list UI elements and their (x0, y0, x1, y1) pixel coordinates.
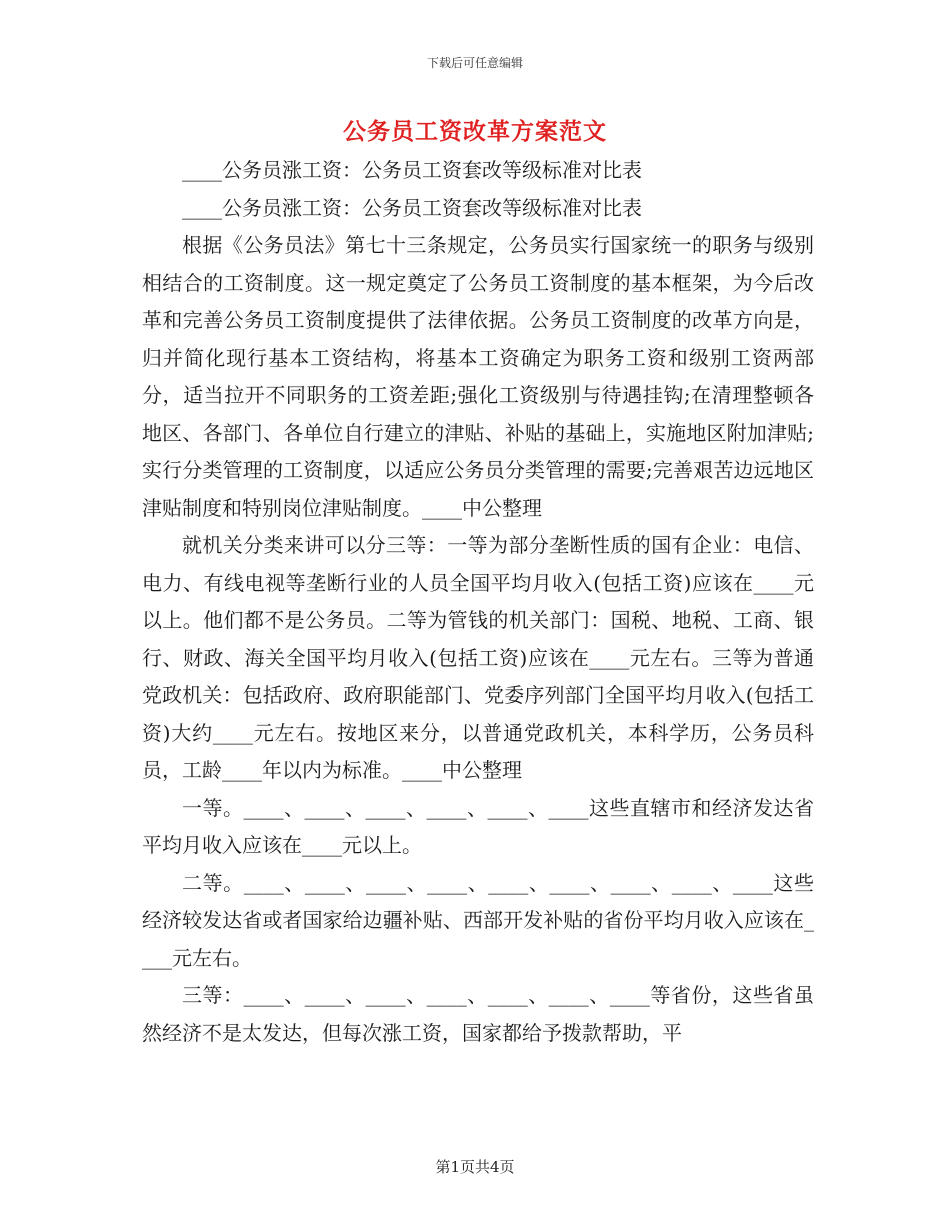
paragraph: ____公务员涨工资：公务员工资套改等级标准对比表 (182, 158, 642, 182)
page-footer: 第1页共4页 (435, 1158, 515, 1176)
paragraph: 二等。____、____、____、____、____、____、____、____、____这些经济较发达省或者国家给边疆补贴、西部开发补贴的省份平均月收入应该在____元左右。 (142, 870, 814, 970)
paragraph: ____公务员涨工资：公务员工资套改等级标准对比表 (182, 195, 642, 220)
paragraph: 三等：____、____、____、____、____、____、____等省份，这些省虽然经济不是太发达，但每次涨工资，国家都给予拨款帮助，平 (142, 983, 814, 1045)
document-body (142, 152, 814, 1052)
paragraph: 一等。____、____、____、____、____、____这些直辖市和经济发达省平均月收入应该在____元以上。 (142, 795, 814, 857)
paragraph: 就机关分类来讲可以分三等：一等为部分垄断性质的国有企业：电信、电力、有线电视等垄断行业的人员全国平均月收入(包括工资)应该在____元以上。他们都不是公务员。二等为管钱的机关部门：国税、地税、工商、银行、财政、海关全国平均月收入(包括工资)应该在____元左右。三等为普通党政机关：包括政府、政府职能部门、党委序列部门全国平均月收入(包括工资)大约____元左右。按地区来分，以普通党政机关，本科学历，公务员科员，工龄____年以内为标准。____中公整理 (142, 533, 814, 782)
header-note: 下载后可任意编辑 (426, 56, 523, 70)
paragraph: 根据《公务员法》第七十三条规定，公务员实行国家统一的职务与级别相结合的工资制度。这一规定奠定了公务员工资制度的基本框架，为今后改革和完善公务员工资制度提供了法律依据。公务员工资制度的改革方向是，归并简化现行基本工资结构，将基本工资确定为职务工资和级别工资两部分，适当拉开不同职务的工资差距;强化工资级别与待遇挂钩;在清理整顿各地区、各部门、各单位自行建立的津贴、补贴的基础上，实施地区附加津贴;实行分类管理的工资制度，以适应公务员分类管理的需要;完善艰苦边远地区津贴制度和特别岗位津贴制度。____中公整理 (142, 233, 814, 520)
document-title: 公务员工资改革方案范文 (343, 118, 607, 145)
